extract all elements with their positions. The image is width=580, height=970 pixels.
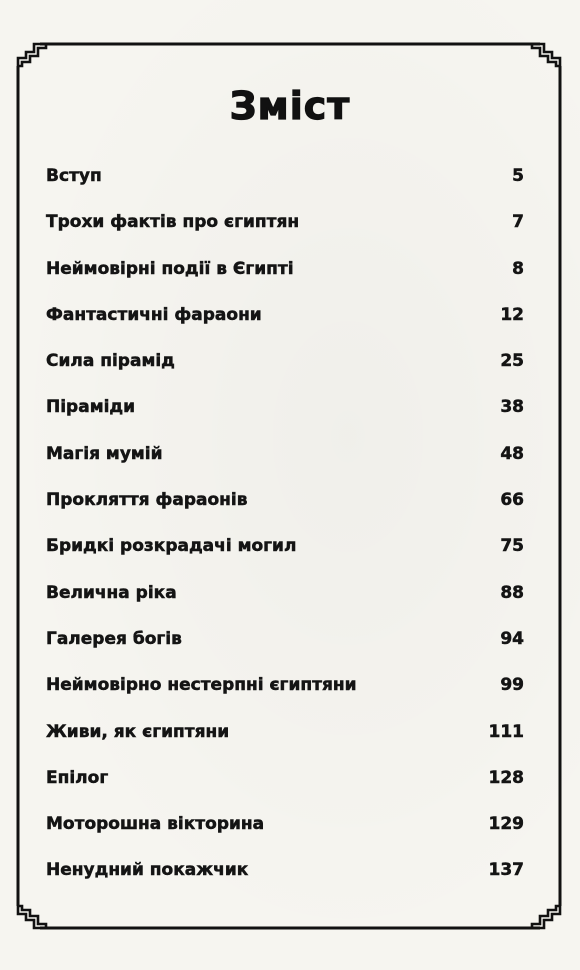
toc-entry: [46, 305, 524, 351]
toc-entry-title: Фантастичні фараони: [46, 304, 262, 325]
toc-entry-page-number: 88: [500, 582, 524, 603]
toc-entry-title: Моторошна вікторина: [46, 814, 265, 835]
toc-entry: [46, 814, 524, 860]
toc-entry-title: Трохи фактів про єгиптян: [46, 212, 300, 233]
toc-entry-title: Бридкі розкрадачі могил: [46, 536, 297, 557]
toc-entry-title: Піраміди: [46, 397, 136, 418]
table-of-contents: [46, 166, 524, 907]
toc-entry-page-number: 129: [488, 814, 524, 835]
toc-entry-page-number: 7: [512, 212, 524, 233]
toc-entry: [46, 536, 524, 582]
toc-entry: [46, 768, 524, 814]
toc-entry-page-number: 94: [500, 628, 524, 649]
toc-entry-page-number: 25: [500, 351, 524, 372]
toc-entry: [46, 860, 524, 906]
toc-entry-title: Ненудний покажчик: [46, 860, 249, 881]
toc-entry: [46, 675, 524, 721]
toc-entry: [46, 351, 524, 397]
toc-entry-title: Неймовірні події в Єгипті: [46, 258, 294, 279]
toc-entry-page-number: 137: [488, 860, 524, 881]
toc-entry-page-number: 128: [488, 767, 524, 788]
toc-entry-title: Живи, як єгиптяни: [46, 721, 230, 742]
toc-entry: [46, 166, 524, 212]
toc-entry-title: Сила пірамід: [46, 351, 175, 372]
toc-entry-title: Епілог: [46, 767, 109, 788]
toc-entry: [46, 629, 524, 675]
toc-entry: [46, 722, 524, 768]
toc-entry-page-number: 75: [500, 536, 524, 557]
toc-entry: [46, 397, 524, 443]
toc-entry-page-number: 8: [512, 258, 524, 279]
toc-entry: [46, 212, 524, 258]
toc-entry-title: Прокляття фараонів: [46, 490, 248, 511]
toc-entry-title: Велична ріка: [46, 582, 177, 603]
toc-entry-page-number: 48: [500, 443, 524, 464]
toc-entry-title: Магія мумій: [46, 443, 163, 464]
toc-entry-title: Вступ: [46, 166, 102, 186]
toc-entry: [46, 583, 524, 629]
toc-entry-page-number: 66: [500, 490, 524, 511]
toc-entry-page-number: 5: [512, 166, 524, 186]
toc-entry-page-number: 99: [500, 675, 524, 696]
toc-entry-page-number: 38: [500, 397, 524, 418]
toc-entry-page-number: 111: [488, 721, 524, 742]
toc-entry-title: Неймовірно нестерпні єгиптяни: [46, 675, 357, 696]
toc-entry-page-number: 12: [500, 304, 524, 325]
toc-entry: [46, 444, 524, 490]
page-title: Зміст: [229, 84, 351, 128]
toc-entry: [46, 259, 524, 305]
toc-entry: [46, 490, 524, 536]
toc-entry-title: Галерея богів: [46, 628, 182, 649]
